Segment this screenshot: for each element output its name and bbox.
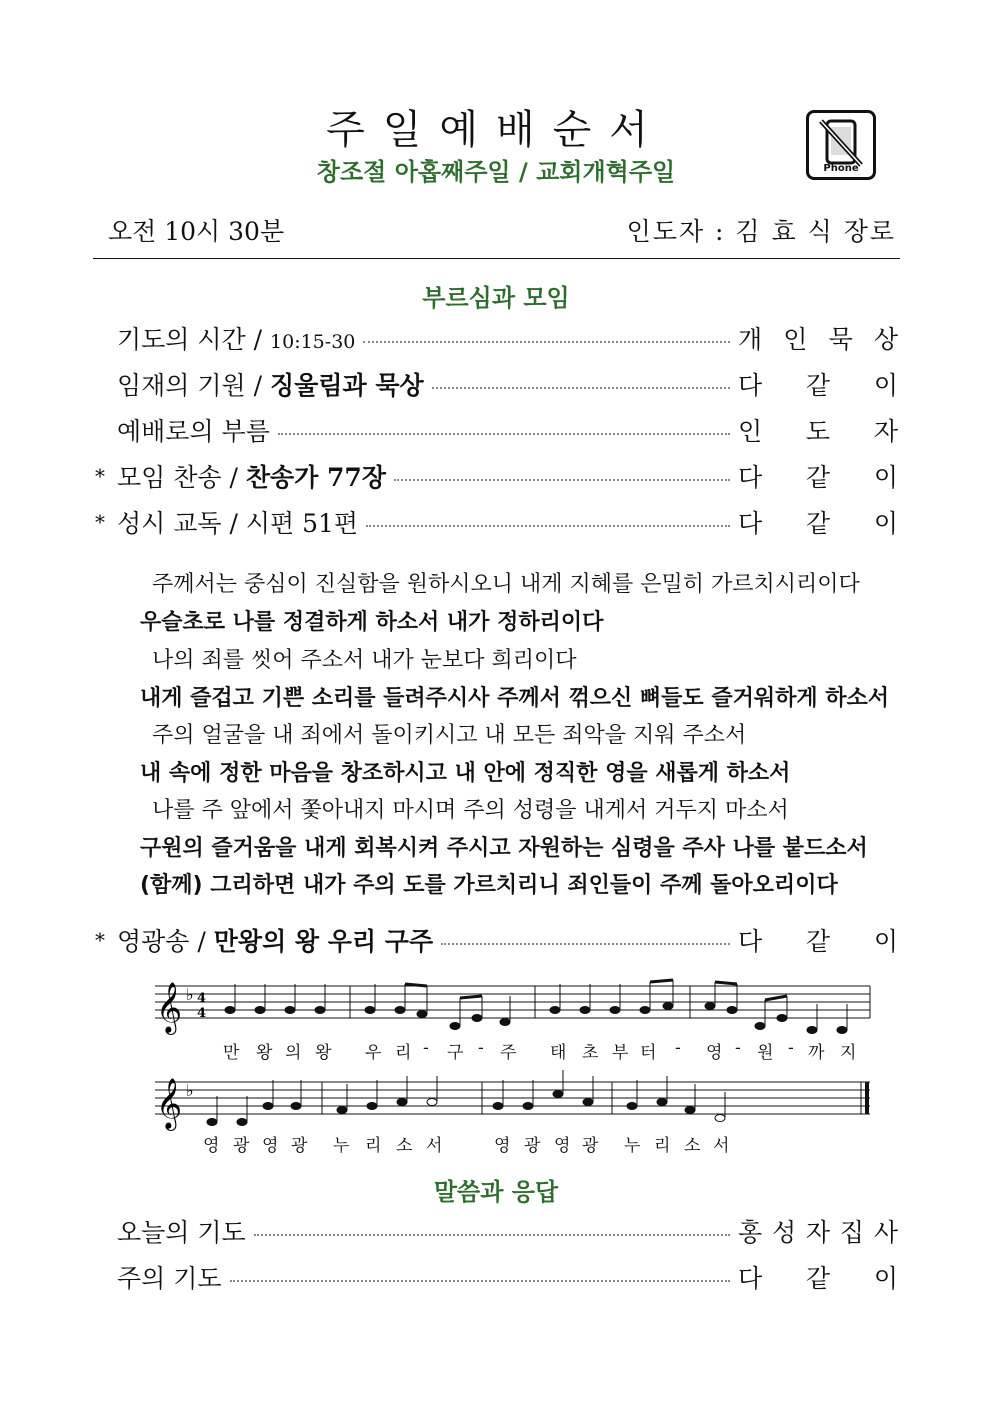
order-label: 예배로의 부름 [117, 417, 270, 446]
psalm-congregation-line: (함께) 그리하면 내가 주의 도를 가르치리니 죄인들이 주께 돌아오리이다 [140, 873, 838, 898]
flat-icon: ♭ [186, 985, 194, 1004]
order-who: 다 같 이 [738, 463, 898, 492]
psalm-leader-line: 주께서는 중심이 진실함을 원하시오니 내게 지혜를 은밀히 가르치시리이다 [152, 572, 860, 597]
header-divider [93, 258, 900, 259]
standing-star: * [95, 510, 105, 534]
leader-dots [254, 1234, 730, 1236]
order-who: 다 같 이 [738, 1264, 898, 1293]
no-phone-icon [806, 110, 876, 180]
order-label: 모임 찬송 / 찬송가 77장 [117, 463, 386, 492]
order-who: 개 인 묵 상 [738, 325, 898, 354]
time-sig-top: 4 [197, 991, 207, 1006]
service-leader: 인도자 : 김 효 식 장로 [626, 217, 896, 246]
leader-dots [432, 387, 730, 389]
phone-label: Phone [823, 163, 859, 174]
leader-dots [441, 943, 730, 945]
psalm-leader-line: 나를 주 앞에서 쫓아내지 마시며 주의 성령을 내게서 거두지 마소서 [152, 798, 789, 823]
leader-dots [278, 433, 730, 435]
leader-dots [366, 525, 730, 527]
order-item-gloria [95, 923, 898, 957]
order-item [95, 321, 898, 355]
order-item [95, 413, 898, 447]
order-item [95, 459, 898, 493]
order-label: 영광송 / 만왕의 왕 우리 구주 [117, 927, 434, 956]
psalm-congregation-line: 내게 즐겁고 기쁜 소리를 들려주시사 주께서 꺾으신 뼈들도 즐거워하게 하소서 [140, 686, 889, 711]
order-item [95, 1260, 898, 1294]
order-item [95, 1214, 898, 1248]
order-label: 기도의 시간 / 10:15-30 [117, 325, 356, 354]
leader-dots [394, 479, 730, 481]
psalm-leader-line: 주의 얼굴을 내 죄에서 돌이키시고 내 모든 죄악을 지워 주소서 [152, 723, 747, 748]
section-calling: 부르심과 모임 [422, 284, 570, 312]
standing-star: * [95, 928, 105, 952]
psalm-congregation-line: 구원의 즐거움을 내게 회복시켜 주시고 자원하는 심령을 주사 나를 붙드소서 [140, 836, 868, 861]
notes-1 [225, 980, 847, 1034]
treble-clef-icon: 𝄞 [156, 982, 183, 1033]
psalm-congregation-line: 내 속에 정한 마음을 창조하시고 내 안에 정직한 영을 새롭게 하소서 [140, 761, 791, 786]
leader-dots [230, 1280, 730, 1282]
order-item [95, 505, 898, 539]
order-who: 홍 성 자 집 사 [738, 1218, 898, 1247]
lyrics-line-1: 만 왕 의 왕 우 리 - 구 - 주 태 초 부 터 - 영 - 원 - 까 지 [223, 1038, 857, 1063]
order-who: 인 도 자 [738, 417, 898, 446]
order-label: 주의 기도 [117, 1264, 222, 1293]
service-time: 오전 10시 30분 [108, 217, 285, 246]
psalm-leader-line: 나의 죄를 씻어 주소서 내가 눈보다 희리이다 [152, 648, 577, 673]
order-item [95, 367, 898, 401]
order-who: 다 같 이 [738, 371, 898, 400]
order-who: 다 같 이 [738, 509, 898, 538]
order-label: 성시 교독 / 시편 51편 [117, 509, 359, 538]
lyrics-line-2: 영 광 영 광 누 리 소 서 영 광 영 광 누 리 소 서 [203, 1136, 730, 1156]
page-subtitle: 창조절 아홉째주일 / 교회개혁주일 [316, 158, 676, 186]
time-sig-bottom: 4 [197, 1006, 207, 1021]
page-title: 주일예배순서 [326, 107, 666, 153]
leader-dots [363, 341, 730, 343]
flat-icon: ♭ [186, 1081, 194, 1100]
staff-2 [155, 1082, 870, 1114]
treble-clef-icon: 𝄞 [156, 1078, 183, 1129]
order-who: 다 같 이 [738, 927, 898, 956]
psalm-congregation-line: 우슬초로 나를 정결하게 하소서 내가 정하리이다 [140, 610, 604, 635]
section-word: 말씀과 응답 [433, 1178, 559, 1206]
order-label: 오늘의 기도 [117, 1218, 246, 1247]
standing-star: * [95, 464, 105, 488]
order-label: 임재의 기원 / 징울림과 묵상 [117, 371, 424, 400]
